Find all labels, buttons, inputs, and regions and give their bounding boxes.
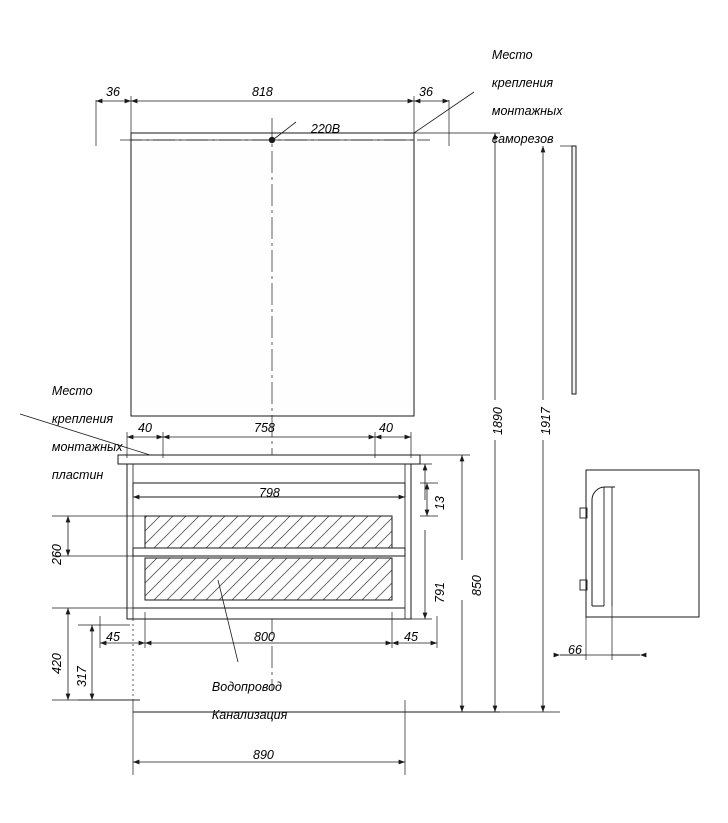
annotation-line: Место	[491, 48, 533, 62]
mirror-front-view	[131, 133, 414, 416]
dimension-overall-width: 890	[253, 748, 274, 762]
dimension-cabinet-right-offset: 40	[379, 421, 393, 435]
annotation-montage-plates	[38, 370, 122, 496]
annotation-water-sewer	[198, 666, 287, 736]
dimension-total-height: 1917	[539, 407, 553, 435]
dimension-cabinet-height-850: 850	[470, 575, 484, 596]
dimension-cabinet-left-offset: 40	[138, 421, 152, 435]
cabinet-front-view	[118, 455, 420, 619]
annotation-line: саморезов	[491, 132, 554, 146]
dimension-cabinet-body-width: 798	[259, 486, 280, 500]
dimension-left-gap: 45	[106, 630, 120, 644]
annotation-line: крепления	[51, 412, 114, 426]
annotation-line: пластин	[51, 468, 104, 482]
annotation-line: Канализация	[211, 708, 288, 722]
dimension-siphon-height-317: 317	[75, 666, 89, 687]
annotation-power-220v	[297, 108, 340, 150]
dimension-side-depth: 66	[568, 643, 582, 657]
annotation-line: Место	[51, 384, 93, 398]
dimension-cabinet-top-width: 758	[254, 421, 275, 435]
dimension-mirror-width: 818	[252, 85, 273, 99]
cabinet-side-view	[580, 470, 699, 617]
dimension-lower-drawer-420: 420	[50, 653, 64, 674]
annotation-line: монтажных	[51, 440, 123, 454]
dimension-mirror-left-offset: 36	[106, 85, 120, 99]
dimension-right-gap: 45	[404, 630, 418, 644]
annotation-line: монтажных	[491, 104, 563, 118]
dimension-mirror-right-offset: 36	[419, 85, 433, 99]
mirror-side-view	[572, 146, 576, 394]
dimension-drawer-width: 800	[254, 630, 275, 644]
dimension-upper-drawer-260: 260	[50, 544, 64, 565]
annotation-montage-screws	[478, 34, 562, 160]
annotation-line: Водопровод	[211, 680, 282, 694]
annotation-line: 220В	[310, 122, 341, 136]
annotation-line: крепления	[491, 76, 554, 90]
dimension-cabinet-height-791: 791	[433, 582, 447, 603]
dimension-mirror-to-floor: 1890	[491, 407, 505, 435]
dimension-top-gap-13: 13	[433, 496, 447, 510]
